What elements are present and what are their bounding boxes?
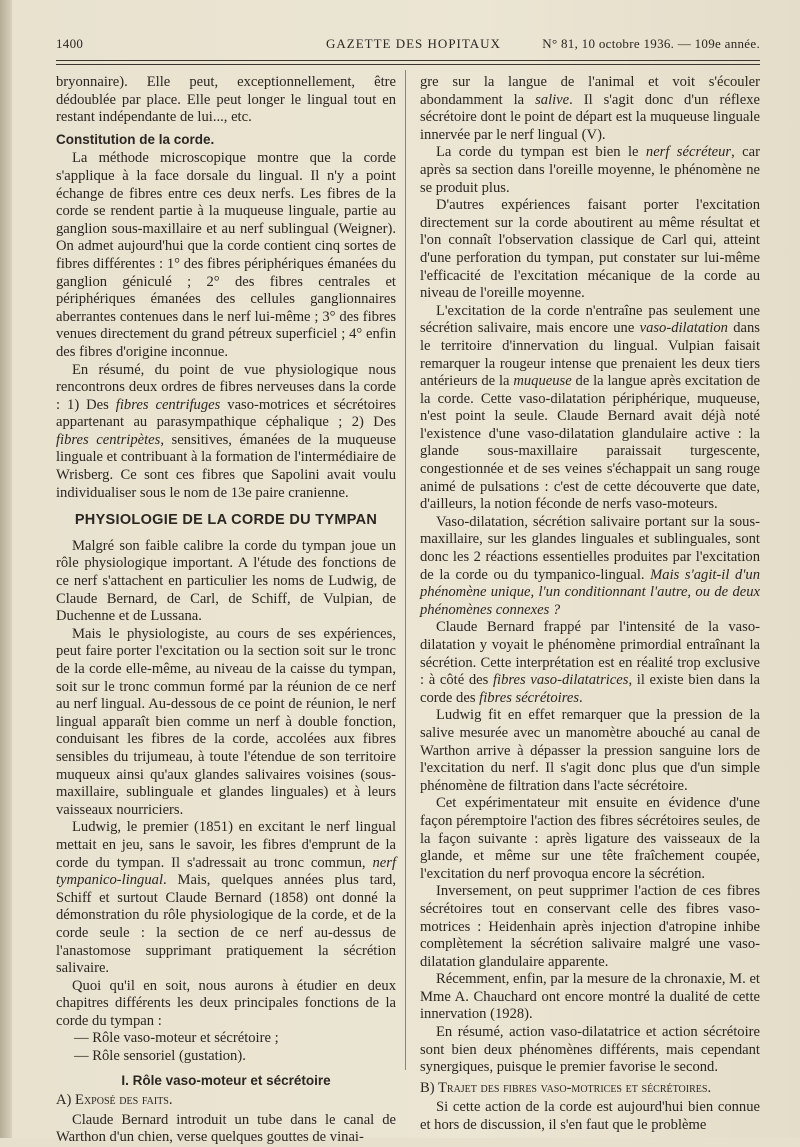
subsection-heading: B) Trajet des fibres vaso-motrices et sécrétoires. [420, 1079, 712, 1096]
paragraph: Si cette action de la corde est aujourd'hui bien connue et hors de discussion, il s'en faut que le problème [420, 1099, 760, 1134]
section-heading: I. Rôle vaso-moteur et sécrétoire [121, 1072, 331, 1088]
paragraph: En résumé, action vaso-dilatatrice et action sécrétoire sont bien deux phénomènes différents, mais cependant synergiques, puisque le premier favorise le second. [420, 1024, 760, 1076]
paragraph: Inversement, on peut supprimer l'action de ces fibres sécrétoires tout en conservant celle des fibres vaso-motrices : Heidenhain après injection d'atropine inhibe complètement la sécrétion salivaire malgré une vaso-dilatation glandulaire apparente. [420, 883, 760, 970]
list-item: — Rôle sensoriel (gustation). [74, 1048, 246, 1065]
paragraph: Ludwig, le premier (1851) en excitant le nerf lingual mettait en jeu, sans le savoir, les fibres d'emprunt de la corde du tympan. Il s'adressait au tronc commun, nerf tympanico-lingual. Mais, quelques années plus tard, Schiff et surtout Claude Bernard (1858) ont donné la démonstration du rôle physiologique de la corde, et de la corde seule : la section de ce nerf au-dessus de l'anastomose supprimant pratiquement la sécrétion salivaire. [56, 819, 396, 977]
header-rule-bottom [56, 64, 760, 65]
paragraph: D'autres expériences faisant porter l'excitation directement sur la corde aboutirent au même résultat et l'on connaît l'observation classique de Carl qui, atteint d'une perforation du tympan, put constater sur lui-même l'efficacité de l'excitation mécanique de la corde au niveau de l'oreille moyenne. [420, 197, 760, 302]
left-column [56, 74, 396, 1147]
paragraph: Quoi qu'il en soit, nous aurons à étudier en deux chapitres différents les deux principales fonctions de la corde du tympan : [56, 977, 396, 1029]
paragraph: Ludwig fit en effet remarquer que la pression de la salive mesurée avec un manomètre abouché au canal de Warthon arrive à dépasser la pression sanguine lors de l'excitation du nerf. Il s'agit donc plus que d'un simple phénomène de filtration dans l'acte sécrétoire. [420, 707, 760, 794]
paragraph: gre sur la langue de l'animal et voit s'écouler abondamment la salive. Il s'agit donc d'un réflexe sécrétoire dont le point de départ est la muqueuse linguale innervée par le nerf lingual (V). [420, 74, 760, 143]
paragraph: Récemment, enfin, par la mesure de la chronaxie, M. et Mme A. Chauchard ont encore montré la dualité de cette innervation (1928). [420, 971, 760, 1023]
paragraph: En résumé, du point de vue physiologique nous rencontrons deux ordres de fibres nerveuses dans la corde : 1) Des fibres centrifuges vaso-motrices et sécrétoires appartenant au parasympathique céphalique ; 2) Des fibres centripètes, sensitives, émanées de la muqueuse linguale et contribuant à la formation de l'intermédiaire de Wrisberg. Ce sont ces fibres que Sapolini avait voulu individualiser sous le nom de 13e paire cranienne. [56, 361, 396, 501]
list-item: — Rôle vaso-moteur et sécrétoire ; [74, 1030, 279, 1047]
paragraph: Claude Bernard frappé par l'intensité de la vaso-dilatation y voyait le phénomène primordial entraînant la sécrétion. Cette interprétation est en réalité trop exclusive : à côté des fibres vaso-dilatatrices, il existe bien dans la corde des fibres sécrétoires. [420, 619, 761, 706]
paragraph: La méthode microscopique montre que la corde s'applique à la face dorsale du lingual. Il n'y a point échange de fibres entre ces deux nerfs. Les fibres de la corde se rendent partie à la muqueuse linguale, partie au ganglion sous-maxillaire et au nerf sublingual (Weigner). On admet aujourd'hui que la corde contient cinq sortes de fibres différentes : 1° des fibres périphériques émanées du ganglion géniculé ; 2° des fibres centrales et périphériques émanées des cellules ganglionnaires aberrantes contenues dans le nerf lui-même ; 3° des fibres venues directement du grand pétreux superficiel ; 4° enfin des fibres d'origine inconnue. [56, 150, 396, 360]
paragraph: Vaso-dilatation, sécrétion salivaire portant sur la sous-maxillaire, sur les glandes linguales et sublinguales, sont donc les 2 réactions essentielles produites par l'excitation de la corde ou du tympanico-lingual. Mais s'agit-il d'un phénomène unique, l'un conditionnant l'autre, ou de deux phénomènes connexes ? [420, 513, 761, 618]
paragraph: Malgré son faible calibre la corde du tympan joue un rôle physiologique important. A l'étude des fonctions de ce nerf s'attachent en particulier les noms de Ludwig, de Claude Bernard, de Carl, de Schiff, de Vulpian, de Duchenne et de Lussana. [56, 537, 396, 625]
page-number: 1400 [56, 36, 84, 51]
paragraph: Cet expérimentateur mit ensuite en évidence d'une façon péremptoire l'action des fibres sécrétoires seules, de la façon suivante : après ligature des vaisseaux de la glande, et même sur une tête fraîchement coupée, l'excitation du nerf provoqua encore la sécrétion. [420, 795, 760, 882]
paragraph: Claude Bernard introduit un tube dans le canal de Warthon d'un chien, verse quelques gouttes de vinai- [56, 1111, 396, 1146]
running-header [56, 36, 760, 56]
column-divider [405, 70, 406, 1070]
right-column [420, 74, 760, 1135]
journal-title: GAZETTE DES HOPITAUX [326, 36, 501, 51]
paragraph: La corde du tympan est bien le nerf sécréteur, car après sa section dans l'oreille moyenne, le phénomène ne se produit plus. [420, 144, 760, 196]
chapter-heading: PHYSIOLOGIE DE LA CORDE DU TYMPAN [74, 512, 378, 529]
paragraph: L'excitation de la corde n'entraîne pas seulement une sécrétion salivaire, mais encore une vaso-dilatation dans le territoire d'innervation du lingual. Vulpian faisait remarquer la rougeur intense que prenaient les deux tiers antérieurs de la muqueuse de la langue après excitation de la corde. Cette vaso-dilatation périphérique, muqueuse, n'est point la seule. Claude Bernard avait déjà noté l'existence d'une vaso-dilatation glandulaire active : la glande sous-maxillaire paraissait turgescente, congestionnée et de ses veines s'échappait un sang rouge animé de pulsations : c'est de cette découverte que date, d'ailleurs, la notion féconde de nerfs vaso-moteurs. [420, 302, 760, 513]
issue-info: N° 81, 10 octobre 1936. — 109e année. [542, 36, 760, 51]
paragraph: bryonnaire). Elle peut, exceptionnellement, être dédoublée par place. Elle peut longer le lingual tout en restant indépendante de lui..., etc. [56, 74, 396, 126]
section-heading: Constitution de la corde. [56, 131, 215, 147]
page-gutter [0, 0, 12, 1138]
paragraph: Mais le physiologiste, au cours de ses expériences, peut faire porter l'excitation ou la section soit sur le tronc de la corde elle-même, au niveau de la caisse du tympan, soit sur le tronc commun formé par la réunion de ce nerf au nerf lingual. Au-dessous de ce point de réunion, le nerf lingual apparaît bien comme un nerf à double fonction, conduisant les fibres de la corde, accolées aux fibres sensibles du trijumeau, à toute l'étendue de son territoire muqueux ainsi qu'aux glandes salivaires voisines (sous-maxillaire, sublinguale et glandes linguales) et à leurs vaisseaux nourriciers. [56, 625, 396, 818]
header-rule-top [56, 60, 760, 61]
subsection-heading: A) Exposé des faits. [56, 1092, 173, 1109]
